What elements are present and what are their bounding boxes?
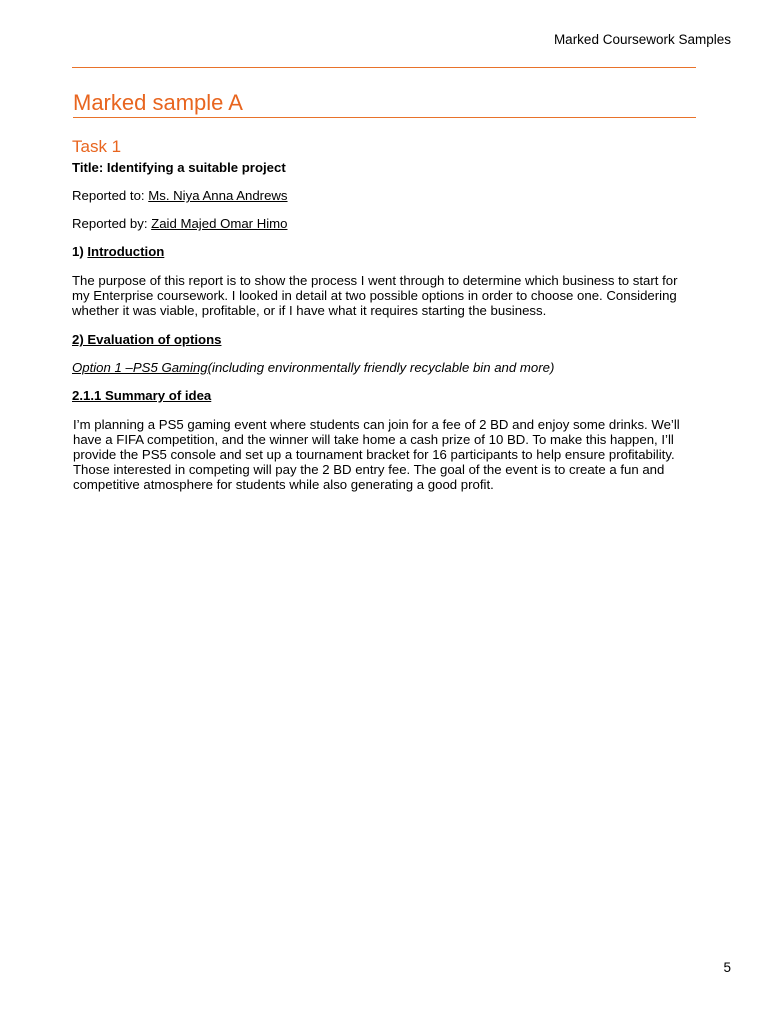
task-heading: Task 1	[72, 137, 122, 156]
reported-to-line	[72, 188, 288, 203]
option-1-label: Option 1 –PS5 Gaming	[72, 360, 208, 375]
summary-paragraph: I’m planning a PS5 gaming event where students can join for a fee of 2 BD and enjoy some drinks. We’ll have a FIFA competition, and the winner will take home a cash prize of 10 BD. To make this happen, I’ll provide the PS5 console and set up a tournament bracket for 16 participants to help ensure profitability. Those interested in competing will pay the 2 BD entry fee. The goal of the event is to create a fun and competitive atmosphere for students while also generating a good profit.	[73, 417, 680, 492]
introduction-paragraph: The purpose of this report is to show the process I went through to determine which business to start for my Enterprise coursework. I looked in detail at two possible options in order to choose one. Considering whether it was viable, profitable, or if I have what it requires starting the business.	[72, 273, 678, 318]
running-header: Marked Coursework Samples	[553, 32, 731, 47]
section-introduction-heading	[72, 244, 164, 259]
reported-to-label: Reported to:	[72, 188, 149, 203]
option-1-note: (including environmentally friendly recyclable bin and more)	[207, 360, 555, 375]
header-rule	[72, 67, 696, 68]
summary-of-idea-heading: 2.1.1 Summary of idea	[72, 388, 212, 403]
reported-by-label: Reported by:	[72, 216, 152, 231]
reported-by-name: Zaid Majed Omar Himo	[151, 216, 288, 231]
project-title: Title: Identifying a suitable project	[72, 160, 286, 175]
page-number: 5	[723, 960, 731, 975]
section-title: Introduction	[87, 244, 165, 259]
reported-to-name: Ms. Niya Anna Andrews	[148, 188, 288, 203]
section-evaluation-heading: 2) Evaluation of options	[72, 332, 222, 347]
section-number: 1)	[72, 244, 88, 259]
reported-by-line	[72, 216, 287, 231]
document-title: Marked sample A	[73, 89, 696, 118]
option-1-line	[72, 360, 554, 375]
